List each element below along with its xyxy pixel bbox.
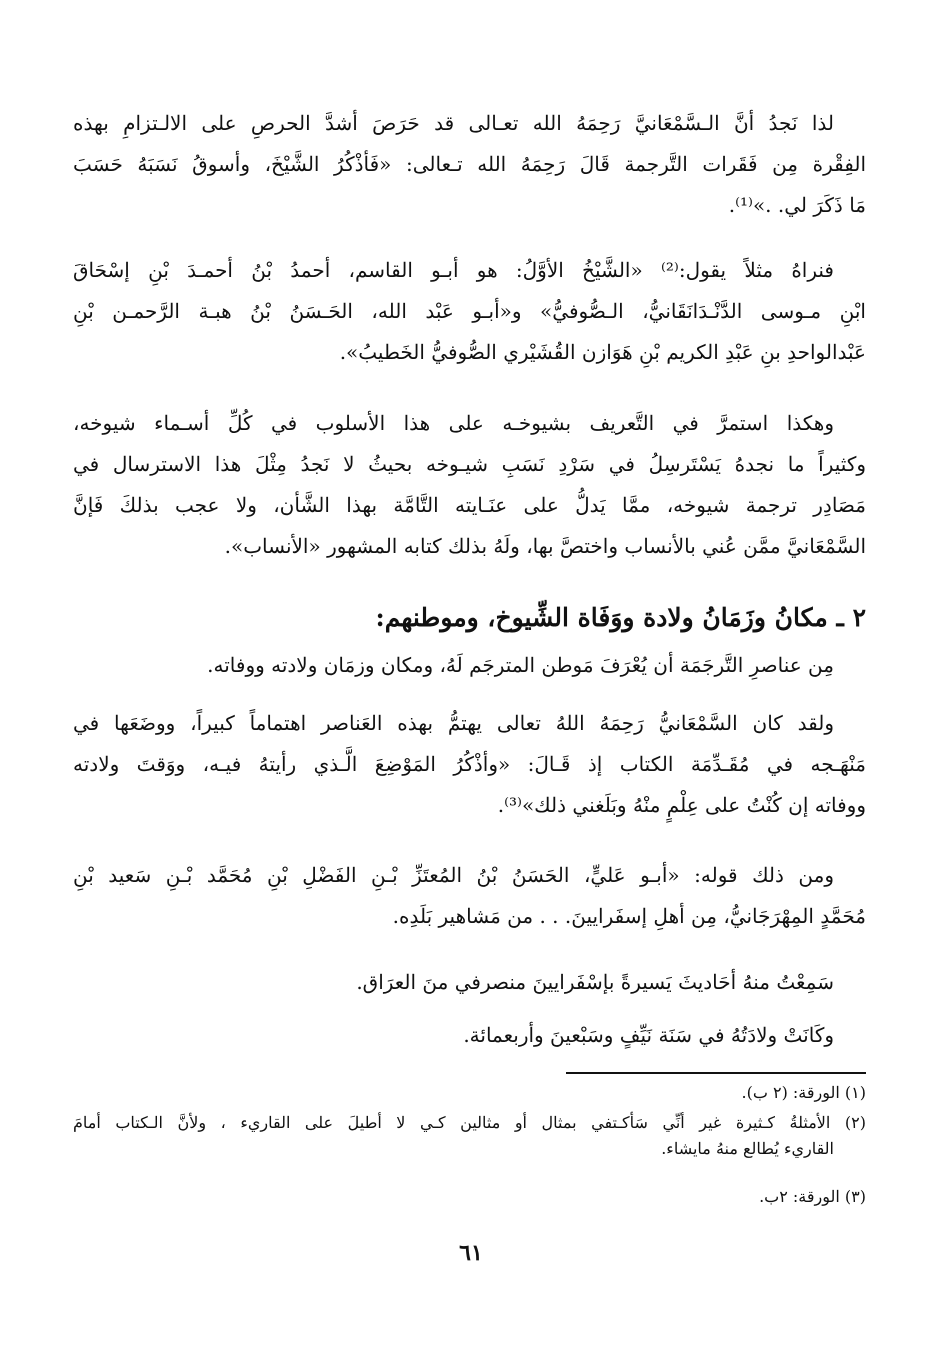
footnote-1 (73, 1080, 866, 1106)
page-number: ٦١ (459, 1240, 483, 1266)
paragraph-2 (73, 250, 866, 373)
text-line: السَّمْعَانيَّ ممَّن عُني بالأنساب واختصَّ بها، ولَهُ بذلك كتابه المشهور «الأنساب». (224, 534, 866, 558)
text-line: عَبْدالواحدِ بنِ عَبْدِ الكريم بْنِ هَوَازن القُشَيْري الصُّوفيُّ الخَطيبُ». (339, 340, 866, 364)
footnote-separator (566, 1072, 866, 1074)
text-line: ولقد كان السَّمْعَانيُّ رَحِمَهُ اللهُ تعالى يهتمُّ بهذه العَناصر اهتماماً كبيراً، ووضَعَها في (73, 711, 834, 735)
text-line: مَصَادِر ترجمة شيوخه، ممَّا يَدلُّ على عنَـايته التَّامَّة بهذا الشَّأن، ولا عجب بذلكَ فَإنَّ (73, 493, 866, 517)
text-line: ووفاته إن كُنْتُ على عِلْمٍ منْهُ وبَلَغني ذلك»⁽³⁾. (497, 793, 866, 817)
footnote-line: (٢) الأمثلةُ كـثيرة غير أنِّي سَأكـتفي بمثال أو مثالين كـي لا أطيلَ على القاريء ، ولأنَّ الـكتاب أمامَ (73, 1113, 866, 1132)
footnote-line: (٣) الورقة: ٢ب. (759, 1187, 866, 1206)
text-line: وكثيراً ما نجدهُ يَسْتَرسِلُ في سَرْدِ نَسَبِ شيـوخه بحيثُ لا نَجدُ مِثْلَ هذا الاسترسال في (73, 452, 866, 476)
text-line: سَمِعْتُ منهُ أحَاديثَ يَسيرةً بإسْفَرايينَ منصرفي منَ العرَاق. (356, 970, 834, 994)
text-line: لذا نَجدُ أنَّ الـسَّمْعَانيَّ رَحِمَهُ الله تعـالى قد حَرَصَ أشدَّ الحرصِ على الالـتزامِ بهذه (73, 111, 834, 135)
text-line: مَنْهَـجه في مُقَـدِّمَة الكتاب إذ قَـالَ: «وأذْكُرُ المَوْضِعَ الَّـذي رأيتهُ فيـه، ووَقتَ ولادته (73, 752, 866, 776)
footnote-line: (١) الورقة: (٢ ب). (741, 1083, 866, 1102)
footnote-3 (73, 1184, 866, 1210)
section-heading: ٢ ـ مكانُ وزَمَانُ ولادة ووَفَاة الشِّيوخ، وموطنهم: (375, 603, 866, 632)
text-line: ومن ذلك قوله: «أبـو عَليٍّ، الحَسَنُ بْنُ المُعتَزِّ بْـنِ الفَضْلِ بْنِ مُحَمَّد بْـنِ سَعيد بْنِ (73, 863, 834, 887)
text-line: وكَانَتْ ولادَتُهُ في سَنَة نَيِّفٍ وسَبْعينَ وأربعمائة. (463, 1023, 834, 1047)
paragraph-6 (73, 855, 866, 937)
text-line: الفِقْرة مِن فَقَرات التَّرجمة قَالَ رَحِمَهُ الله تـعالى: «فَأذْكُرُ الشَّيْخَ، وأسوقُ نَسَبَهُ حَسَبَ (73, 152, 866, 176)
text-line: وهكذا استمرَّ في التَّعريف بشيوخـه على هذا الأسلوب في كُلِّ أسـماء شيوخه، (73, 411, 834, 435)
text-line: مِن عناصرِ التَّرجَمَة أن يُعْرَفَ مَوطن المترجَم لَهُ، ومكان وزمَان ولادته ووفاته. (207, 653, 834, 677)
paragraph-1 (73, 103, 866, 226)
text-line: مُحَمَّدٍ المِهْرَجَانيُّ، مِن أهلِ إسفَرايينَ. . . من مَشاهير بَلَدِه. (392, 904, 866, 928)
paragraph-5 (73, 703, 866, 826)
text-line: مَا ذَكَرَ لي. .»⁽¹⁾. (728, 193, 866, 217)
paragraph-4 (73, 645, 866, 686)
text-line: ابْنِ مـوسى الدَّنْـدَانَقَانيُّ، الـصُّوفيُّ» و«أبـو عَبْد الله، الحَـسَنُ بْنُ هبـة الرَّحمـن بْنِ (73, 299, 866, 323)
text-line: فنراهُ مثلاً يقول:⁽²⁾ «الشَّيْخُ الأوَّلُ: هو أبـو القاسم، أحمدُ بْنُ أحمـدَ بْنِ إسْحَاقَ (73, 258, 834, 282)
footnote-2 (73, 1110, 866, 1162)
paragraph-7 (73, 962, 866, 1003)
paragraph-8 (73, 1015, 866, 1056)
paragraph-3 (73, 403, 866, 567)
footnote-line: القاريء يُطالع منهُ مايشاء. (661, 1139, 834, 1158)
